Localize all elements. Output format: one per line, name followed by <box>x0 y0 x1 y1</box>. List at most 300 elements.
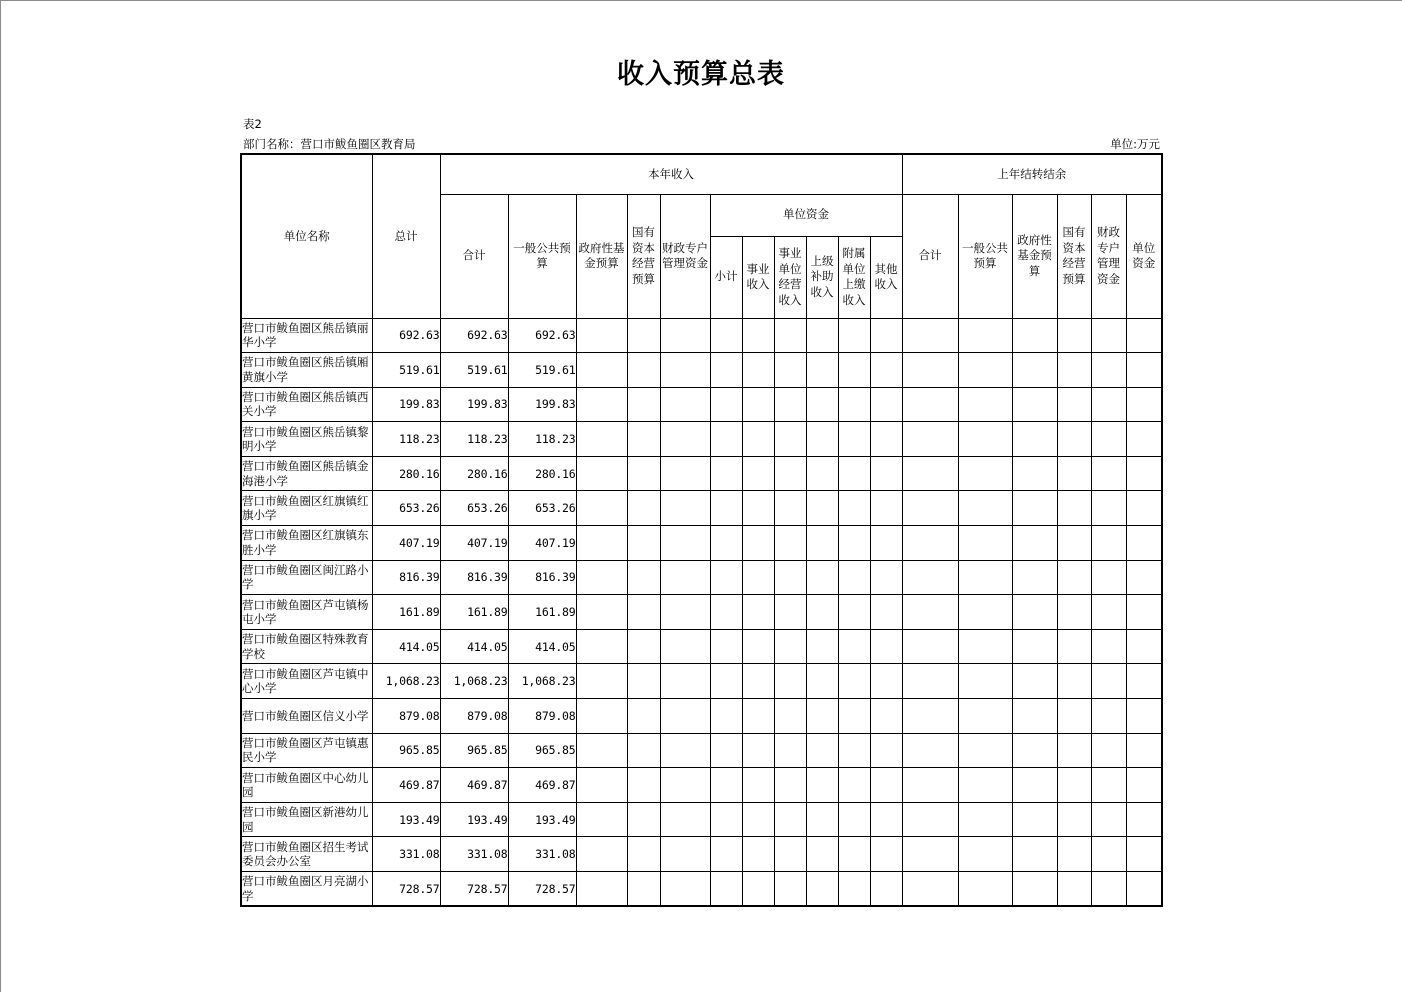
empty-cell <box>627 733 660 768</box>
empty-cell <box>1057 768 1091 803</box>
empty-cell <box>958 318 1012 353</box>
header-py-gov-fund-budget: 政府性基金预算 <box>1012 194 1057 318</box>
empty-cell <box>838 422 870 457</box>
empty-cell <box>870 595 902 630</box>
empty-cell <box>1012 526 1057 561</box>
empty-cell <box>806 387 838 422</box>
empty-cell <box>1057 699 1091 734</box>
empty-cell <box>1126 699 1162 734</box>
empty-cell <box>742 318 774 353</box>
empty-cell <box>742 526 774 561</box>
empty-cell <box>576 664 627 699</box>
empty-cell <box>958 422 1012 457</box>
empty-cell <box>1126 837 1162 872</box>
cy-general-budget-cell: 193.49 <box>508 802 576 837</box>
empty-cell <box>1012 456 1057 491</box>
cy-general-budget-cell: 692.63 <box>508 318 576 353</box>
header-py-subtotal: 合计 <box>902 194 958 318</box>
unit-name-cell: 营口市鲅鱼圈区闽江路小学 <box>241 560 372 595</box>
cy-subtotal-cell: 161.89 <box>440 595 508 630</box>
empty-cell <box>1091 456 1126 491</box>
empty-cell <box>710 353 742 388</box>
unit-name-cell: 营口市鲅鱼圈区熊岳镇厢黄旗小学 <box>241 353 372 388</box>
empty-cell <box>774 699 806 734</box>
empty-cell <box>902 526 958 561</box>
empty-cell <box>1126 456 1162 491</box>
empty-cell <box>774 768 806 803</box>
cy-subtotal-cell: 193.49 <box>440 802 508 837</box>
empty-cell <box>1091 387 1126 422</box>
empty-cell <box>902 664 958 699</box>
empty-cell <box>710 629 742 664</box>
empty-cell <box>870 837 902 872</box>
table-row <box>241 560 1162 595</box>
empty-cell <box>838 456 870 491</box>
cy-subtotal-cell: 199.83 <box>440 387 508 422</box>
unit-name-cell: 营口市鲅鱼圈区中心幼儿园 <box>241 768 372 803</box>
total-cell: 816.39 <box>372 560 440 595</box>
empty-cell <box>870 872 902 907</box>
empty-cell <box>958 872 1012 907</box>
table-row <box>241 387 1162 422</box>
empty-cell <box>902 629 958 664</box>
header-cy-gov-fund-budget: 政府性基金预算 <box>576 194 627 318</box>
cy-subtotal-cell: 879.08 <box>440 699 508 734</box>
empty-cell <box>838 526 870 561</box>
unit-label: 单位:万元 <box>1110 137 1160 151</box>
empty-cell <box>838 629 870 664</box>
table-number: 表2 <box>243 117 262 131</box>
empty-cell <box>1126 802 1162 837</box>
table-row <box>241 318 1162 353</box>
empty-cell <box>1126 733 1162 768</box>
cy-general-budget-cell: 118.23 <box>508 422 576 457</box>
empty-cell <box>1057 353 1091 388</box>
empty-cell <box>870 318 902 353</box>
header-py-unit-funds: 单位资金 <box>1126 194 1162 318</box>
empty-cell <box>1091 664 1126 699</box>
header-cy-subtotal: 合计 <box>440 194 508 318</box>
total-cell: 407.19 <box>372 526 440 561</box>
cy-subtotal-cell: 965.85 <box>440 733 508 768</box>
empty-cell <box>627 699 660 734</box>
empty-cell <box>870 387 902 422</box>
table-row <box>241 664 1162 699</box>
empty-cell <box>710 491 742 526</box>
total-cell: 414.05 <box>372 629 440 664</box>
empty-cell <box>958 802 1012 837</box>
empty-cell <box>902 422 958 457</box>
cy-subtotal-cell: 469.87 <box>440 768 508 803</box>
empty-cell <box>627 526 660 561</box>
empty-cell <box>774 318 806 353</box>
empty-cell <box>1126 387 1162 422</box>
empty-cell <box>710 526 742 561</box>
header-current-year-income: 本年收入 <box>440 154 902 194</box>
cy-general-budget-cell: 414.05 <box>508 629 576 664</box>
department-name: 部门名称：营口市鲅鱼圈区教育局 <box>243 137 416 151</box>
empty-cell <box>742 353 774 388</box>
empty-cell <box>774 387 806 422</box>
empty-cell <box>774 733 806 768</box>
empty-cell <box>742 387 774 422</box>
empty-cell <box>806 629 838 664</box>
header-uf-operating-income: 事业单位经营收入 <box>774 236 806 318</box>
table-row <box>241 802 1162 837</box>
empty-cell <box>1057 629 1091 664</box>
empty-cell <box>806 733 838 768</box>
empty-cell <box>742 456 774 491</box>
empty-cell <box>742 872 774 907</box>
empty-cell <box>1091 768 1126 803</box>
page-left-border <box>0 0 1 992</box>
empty-cell <box>1126 353 1162 388</box>
empty-cell <box>870 699 902 734</box>
cy-general-budget-cell: 519.61 <box>508 353 576 388</box>
empty-cell <box>958 768 1012 803</box>
empty-cell <box>576 387 627 422</box>
empty-cell <box>576 422 627 457</box>
empty-cell <box>774 491 806 526</box>
empty-cell <box>627 629 660 664</box>
empty-cell <box>838 595 870 630</box>
table-row <box>241 629 1162 664</box>
empty-cell <box>870 491 902 526</box>
empty-cell <box>576 560 627 595</box>
empty-cell <box>627 318 660 353</box>
empty-cell <box>627 768 660 803</box>
header-cy-fiscal-special-funds: 财政专户管理资金 <box>660 194 710 318</box>
empty-cell <box>1012 595 1057 630</box>
empty-cell <box>902 353 958 388</box>
empty-cell <box>1012 768 1057 803</box>
unit-name-cell: 营口市鲅鱼圈区芦屯镇杨屯小学 <box>241 595 372 630</box>
empty-cell <box>710 318 742 353</box>
empty-cell <box>1091 318 1126 353</box>
empty-cell <box>902 768 958 803</box>
empty-cell <box>742 733 774 768</box>
empty-cell <box>710 768 742 803</box>
empty-cell <box>742 491 774 526</box>
header-py-general-budget: 一般公共预算 <box>958 194 1012 318</box>
empty-cell <box>742 560 774 595</box>
cy-general-budget-cell: 161.89 <box>508 595 576 630</box>
empty-cell <box>660 491 710 526</box>
empty-cell <box>774 526 806 561</box>
total-cell: 692.63 <box>372 318 440 353</box>
empty-cell <box>958 595 1012 630</box>
table-row <box>241 491 1162 526</box>
empty-cell <box>870 560 902 595</box>
empty-cell <box>902 491 958 526</box>
empty-cell <box>1126 526 1162 561</box>
unit-name-cell: 营口市鲅鱼圈区新港幼儿园 <box>241 802 372 837</box>
unit-name-cell: 营口市鲅鱼圈区月亮湖小学 <box>241 872 372 907</box>
empty-cell <box>902 387 958 422</box>
cy-general-budget-cell: 407.19 <box>508 526 576 561</box>
total-cell: 965.85 <box>372 733 440 768</box>
empty-cell <box>902 699 958 734</box>
table-body <box>241 318 1162 906</box>
empty-cell <box>838 768 870 803</box>
empty-cell <box>1057 456 1091 491</box>
empty-cell <box>660 699 710 734</box>
empty-cell <box>627 837 660 872</box>
empty-cell <box>838 837 870 872</box>
total-cell: 1,068.23 <box>372 664 440 699</box>
cy-subtotal-cell: 728.57 <box>440 872 508 907</box>
empty-cell <box>660 733 710 768</box>
empty-cell <box>958 664 1012 699</box>
empty-cell <box>1091 629 1126 664</box>
empty-cell <box>1126 491 1162 526</box>
empty-cell <box>576 318 627 353</box>
cy-subtotal-cell: 118.23 <box>440 422 508 457</box>
empty-cell <box>1057 802 1091 837</box>
empty-cell <box>902 456 958 491</box>
empty-cell <box>710 387 742 422</box>
empty-cell <box>627 387 660 422</box>
empty-cell <box>710 422 742 457</box>
table-row <box>241 837 1162 872</box>
empty-cell <box>902 733 958 768</box>
empty-cell <box>1126 422 1162 457</box>
empty-cell <box>838 318 870 353</box>
empty-cell <box>774 560 806 595</box>
empty-cell <box>710 802 742 837</box>
table-row <box>241 768 1162 803</box>
empty-cell <box>774 629 806 664</box>
empty-cell <box>576 699 627 734</box>
unit-name-cell: 营口市鲅鱼圈区芦屯镇惠民小学 <box>241 733 372 768</box>
cy-general-budget-cell: 1,068.23 <box>508 664 576 699</box>
empty-cell <box>660 422 710 457</box>
empty-cell <box>1012 699 1057 734</box>
empty-cell <box>902 595 958 630</box>
empty-cell <box>1057 560 1091 595</box>
header-prior-year-carryover: 上年结转结余 <box>902 154 1162 194</box>
table-row <box>241 595 1162 630</box>
total-cell: 161.89 <box>372 595 440 630</box>
empty-cell <box>1091 733 1126 768</box>
empty-cell <box>1091 837 1126 872</box>
unit-name-cell: 营口市鲅鱼圈区红旗镇东胜小学 <box>241 526 372 561</box>
cy-subtotal-cell: 692.63 <box>440 318 508 353</box>
cy-general-budget-cell: 280.16 <box>508 456 576 491</box>
empty-cell <box>838 733 870 768</box>
empty-cell <box>1012 802 1057 837</box>
empty-cell <box>958 629 1012 664</box>
empty-cell <box>870 629 902 664</box>
table-row <box>241 353 1162 388</box>
empty-cell <box>627 872 660 907</box>
empty-cell <box>1012 353 1057 388</box>
empty-cell <box>576 526 627 561</box>
empty-cell <box>774 802 806 837</box>
empty-cell <box>1091 560 1126 595</box>
empty-cell <box>710 699 742 734</box>
total-cell: 193.49 <box>372 802 440 837</box>
empty-cell <box>958 733 1012 768</box>
empty-cell <box>710 595 742 630</box>
empty-cell <box>576 872 627 907</box>
empty-cell <box>870 422 902 457</box>
header-unit-name: 单位名称 <box>241 154 372 318</box>
cy-subtotal-cell: 1,068.23 <box>440 664 508 699</box>
cy-subtotal-cell: 331.08 <box>440 837 508 872</box>
empty-cell <box>902 318 958 353</box>
empty-cell <box>742 422 774 457</box>
table-row <box>241 872 1162 907</box>
empty-cell <box>627 802 660 837</box>
empty-cell <box>774 595 806 630</box>
empty-cell <box>660 387 710 422</box>
empty-cell <box>1091 872 1126 907</box>
header-unit-funds: 单位资金 <box>710 194 902 236</box>
empty-cell <box>838 699 870 734</box>
header-total: 总计 <box>372 154 440 318</box>
empty-cell <box>806 318 838 353</box>
empty-cell <box>1126 318 1162 353</box>
empty-cell <box>660 837 710 872</box>
empty-cell <box>660 318 710 353</box>
empty-cell <box>806 699 838 734</box>
empty-cell <box>576 595 627 630</box>
empty-cell <box>774 872 806 907</box>
empty-cell <box>1126 664 1162 699</box>
empty-cell <box>1012 422 1057 457</box>
header-uf-subtotal: 小计 <box>710 236 742 318</box>
empty-cell <box>838 353 870 388</box>
cy-subtotal-cell: 407.19 <box>440 526 508 561</box>
empty-cell <box>710 456 742 491</box>
cy-general-budget-cell: 879.08 <box>508 699 576 734</box>
empty-cell <box>1057 837 1091 872</box>
empty-cell <box>1057 664 1091 699</box>
income-budget-table <box>240 153 1163 907</box>
empty-cell <box>576 353 627 388</box>
empty-cell <box>742 768 774 803</box>
empty-cell <box>870 526 902 561</box>
empty-cell <box>660 802 710 837</box>
table-row <box>241 422 1162 457</box>
page-top-border <box>0 0 1402 1</box>
unit-name-cell: 营口市鲅鱼圈区信义小学 <box>241 699 372 734</box>
empty-cell <box>576 491 627 526</box>
empty-cell <box>838 491 870 526</box>
empty-cell <box>1057 595 1091 630</box>
empty-cell <box>774 837 806 872</box>
empty-cell <box>1012 837 1057 872</box>
empty-cell <box>806 872 838 907</box>
empty-cell <box>1057 422 1091 457</box>
empty-cell <box>902 837 958 872</box>
empty-cell <box>958 699 1012 734</box>
cy-general-budget-cell: 728.57 <box>508 872 576 907</box>
empty-cell <box>1091 491 1126 526</box>
header-uf-affiliated-income: 附属单位上缴收入 <box>838 236 870 318</box>
empty-cell <box>870 353 902 388</box>
empty-cell <box>710 837 742 872</box>
empty-cell <box>660 595 710 630</box>
empty-cell <box>958 387 1012 422</box>
empty-cell <box>1012 664 1057 699</box>
empty-cell <box>576 837 627 872</box>
empty-cell <box>1091 526 1126 561</box>
empty-cell <box>774 422 806 457</box>
empty-cell <box>660 456 710 491</box>
empty-cell <box>576 802 627 837</box>
empty-cell <box>660 526 710 561</box>
empty-cell <box>902 560 958 595</box>
unit-name-cell: 营口市鲅鱼圈区特殊教育学校 <box>241 629 372 664</box>
empty-cell <box>1126 872 1162 907</box>
header-uf-other-income: 其他收入 <box>870 236 902 318</box>
empty-cell <box>838 387 870 422</box>
empty-cell <box>1091 353 1126 388</box>
empty-cell <box>660 560 710 595</box>
total-cell: 728.57 <box>372 872 440 907</box>
empty-cell <box>660 872 710 907</box>
total-cell: 469.87 <box>372 768 440 803</box>
empty-cell <box>710 733 742 768</box>
empty-cell <box>660 664 710 699</box>
header-cy-state-capital-budget: 国有资本经营预算 <box>627 194 660 318</box>
empty-cell <box>742 699 774 734</box>
empty-cell <box>1057 491 1091 526</box>
empty-cell <box>958 560 1012 595</box>
empty-cell <box>1126 629 1162 664</box>
total-cell: 519.61 <box>372 353 440 388</box>
unit-name-cell: 营口市鲅鱼圈区熊岳镇丽华小学 <box>241 318 372 353</box>
empty-cell <box>806 353 838 388</box>
empty-cell <box>902 802 958 837</box>
empty-cell <box>710 872 742 907</box>
empty-cell <box>1012 560 1057 595</box>
table-row <box>241 699 1162 734</box>
empty-cell <box>1057 318 1091 353</box>
cy-general-budget-cell: 331.08 <box>508 837 576 872</box>
empty-cell <box>838 802 870 837</box>
empty-cell <box>742 595 774 630</box>
cy-subtotal-cell: 519.61 <box>440 353 508 388</box>
unit-name-cell: 营口市鲅鱼圈区芦屯镇中心小学 <box>241 664 372 699</box>
empty-cell <box>627 456 660 491</box>
empty-cell <box>958 353 1012 388</box>
empty-cell <box>1012 629 1057 664</box>
cy-general-budget-cell: 816.39 <box>508 560 576 595</box>
unit-name-cell: 营口市鲅鱼圈区熊岳镇西关小学 <box>241 387 372 422</box>
empty-cell <box>627 664 660 699</box>
empty-cell <box>576 768 627 803</box>
empty-cell <box>660 768 710 803</box>
empty-cell <box>1091 802 1126 837</box>
total-cell: 199.83 <box>372 387 440 422</box>
table-row <box>241 526 1162 561</box>
empty-cell <box>1057 872 1091 907</box>
unit-name-cell: 营口市鲅鱼圈区红旗镇红旗小学 <box>241 491 372 526</box>
cy-subtotal-cell: 816.39 <box>440 560 508 595</box>
table-row <box>241 456 1162 491</box>
empty-cell <box>806 526 838 561</box>
header-py-state-capital-budget: 国有资本经营预算 <box>1057 194 1091 318</box>
cy-subtotal-cell: 414.05 <box>440 629 508 664</box>
header-uf-business-income: 事业收入 <box>742 236 774 318</box>
cy-subtotal-cell: 280.16 <box>440 456 508 491</box>
empty-cell <box>576 733 627 768</box>
empty-cell <box>1012 491 1057 526</box>
empty-cell <box>1012 733 1057 768</box>
